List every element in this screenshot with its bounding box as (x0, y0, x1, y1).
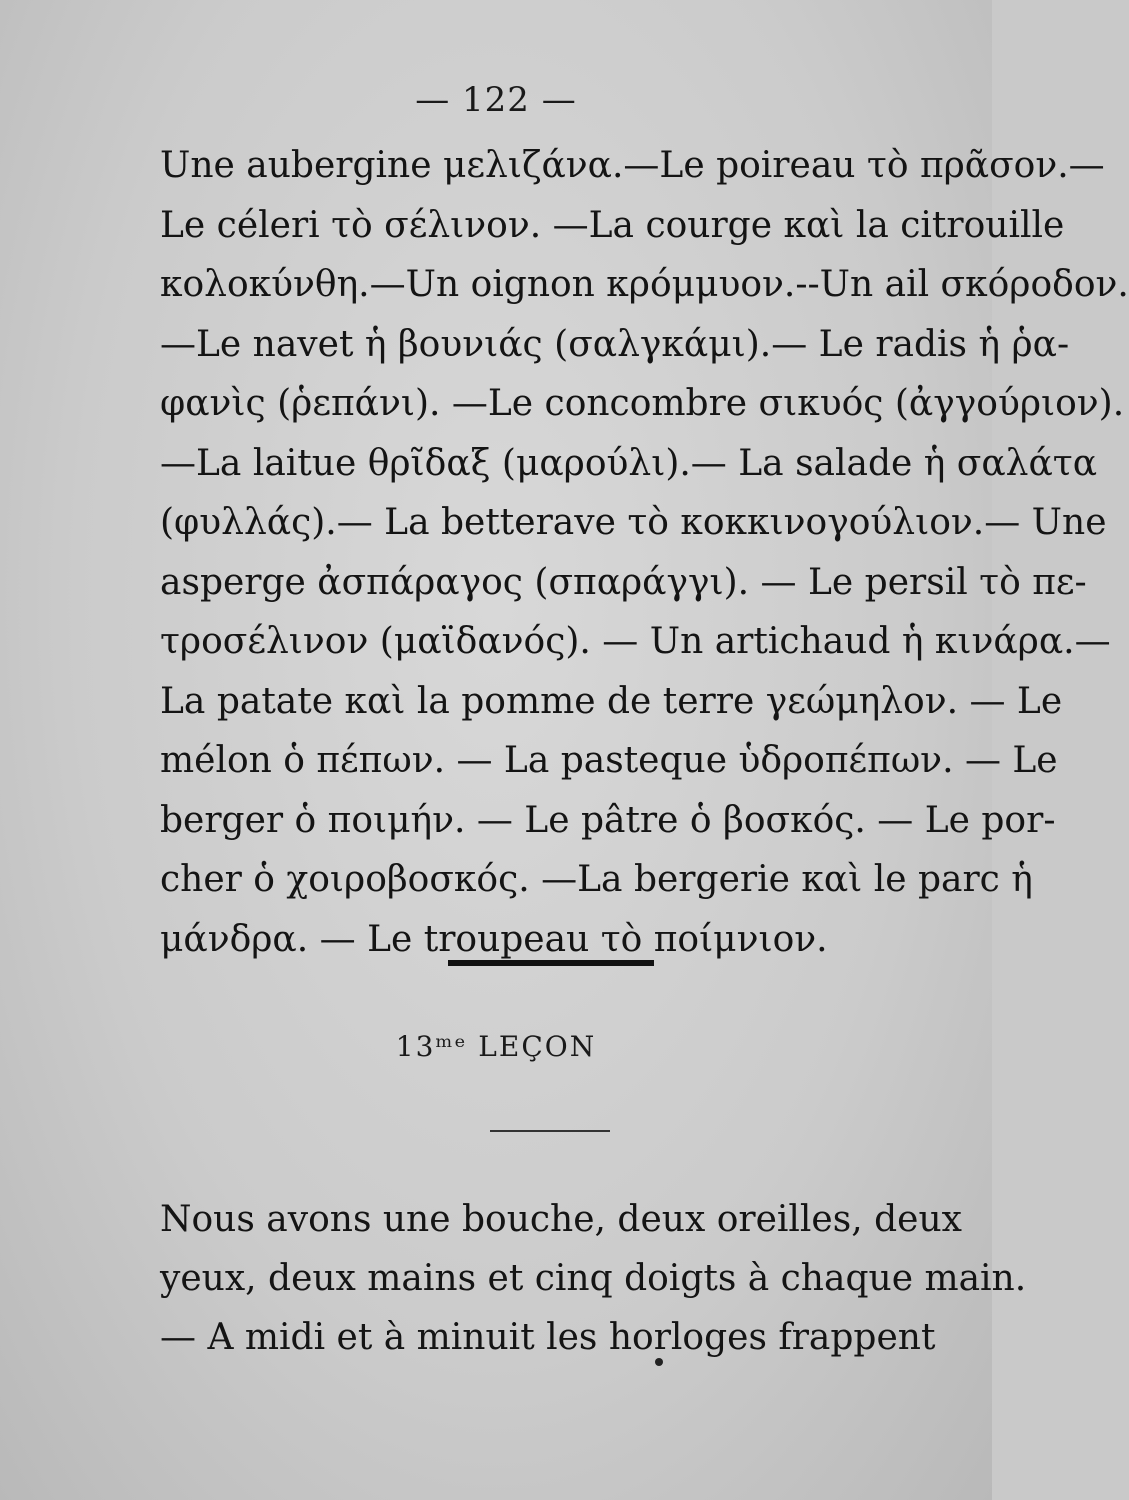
text-line: berger ὁ ποιμήν. — Le pâtre ὁ βοσκός. — Le por- (160, 799, 1056, 841)
lesson-heading: 13ᵐᵉ LEÇON (395, 1030, 597, 1063)
text-line: τροσέλινον (μαϊδανός). — Un artichaud ἡ κινάρα.— (160, 621, 1111, 662)
section-divider-thin (490, 1130, 610, 1132)
vocabulary-text (160, 136, 1129, 969)
text-line: cher ὁ χοιροβοσκός. —La bergerie καὶ le parc ἡ (160, 859, 1033, 900)
text-line: Le céleri τὸ σέλινον. —La courge καὶ la citrouille (160, 204, 1065, 246)
text-line: asperge ἀσπάραγος (σπαράγγι). — Le persil τὸ πε- (160, 561, 1087, 603)
text-line: κολοκύνθη.—Un oignon κρόμμυον.--Un ail σκόροδον. (160, 264, 1129, 305)
text-line: Nous avons une bouche, deux oreilles, deux (160, 1199, 962, 1240)
section-divider-thick (448, 960, 654, 966)
lesson-paragraph (160, 1190, 1027, 1367)
text-line: (φυλλάς).— La betterave τὸ κοκκινογούλιον.— Une (160, 502, 1107, 543)
text-line: Une aubergine μελιζάνα.—Le poireau τὸ πρᾶσον.— (160, 145, 1105, 186)
text-line: μάνδρα. — Le troupeau τὸ ποίμνιον. (160, 918, 828, 960)
ink-speck (655, 1358, 663, 1366)
text-line: mélon ὁ πέπων. — La pasteque ὑδροπέπων. — Le (160, 740, 1058, 781)
text-line: yeux, deux mains et cinq doigts à chaque main. (160, 1258, 1027, 1299)
text-line: — A midi et à minuit les horloges frappent (160, 1317, 936, 1358)
text-line: φανὶς (ῥεπάνι). —Le concombre σικυός (ἀγγούριον). (160, 383, 1125, 424)
text-line: La patate καὶ la pomme de terre γεώμηλον. — Le (160, 680, 1063, 722)
page-number: — 122 — (415, 80, 577, 120)
text-line: —La laitue θρῖδαξ (μαρούλι).— La salade ἡ σαλάτα (160, 442, 1098, 484)
text-line: —Le navet ἡ βουνιάς (σαλγκάμι).— Le radis ἡ ῥα- (160, 323, 1070, 365)
